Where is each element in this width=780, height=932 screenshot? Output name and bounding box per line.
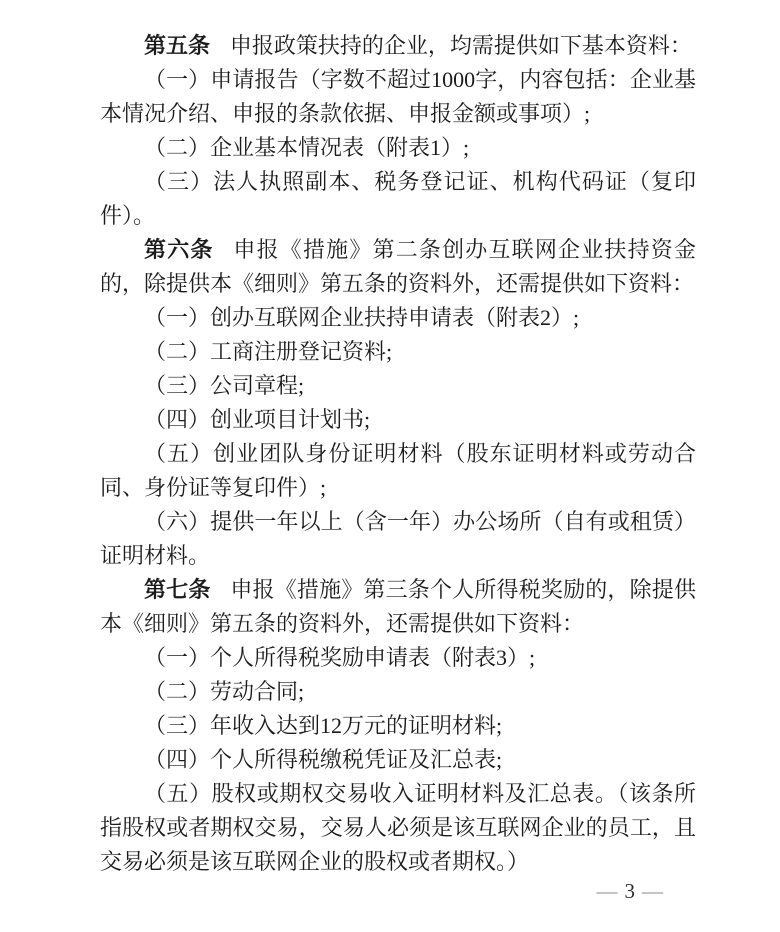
article-6-item-3 <box>100 369 696 403</box>
document-body <box>100 29 696 879</box>
paragraph-text: （五）股权或期权交易收入证明材料及汇总表。（该条所指股权或者期权交易，交易人必须是该互联网企业的员工，且交易必须是该互联网企业的股权或者期权。） <box>100 781 696 874</box>
article-5-item-3 <box>100 165 696 233</box>
article-7-item-4 <box>100 743 696 777</box>
article-number: 第五条 <box>144 33 211 58</box>
paragraph-text: （四）个人所得税缴税凭证及汇总表; <box>144 747 503 772</box>
article-number: 第六条 <box>144 237 214 262</box>
article-6-item-4 <box>100 403 696 437</box>
paragraph-text: （二）工商注册登记资料; <box>144 339 393 364</box>
paragraph-text: （六）提供一年以上（含一年）办公场所（自有或租赁）证明材料。 <box>100 509 696 568</box>
paragraph-text: （五）创业团队身份证明材料（股东证明材料或劳动合同、身份证等复印件）; <box>100 441 696 500</box>
paragraph-text: （三）公司章程; <box>144 373 305 398</box>
article-7-item-5 <box>100 777 696 879</box>
article-6-intro <box>100 233 696 301</box>
article-7-item-2 <box>100 675 696 709</box>
article-6-item-5 <box>100 437 696 505</box>
paragraph-text: （一）创办互联网企业扶持申请表（附表2）; <box>144 305 580 330</box>
paragraph-text: （二）企业基本情况表（附表1）; <box>144 135 470 160</box>
article-6-item-2 <box>100 335 696 369</box>
paragraph-text: 申报《措施》第二条创办互联网企业扶持资金的，除提供本《细则》第五条的资料外，还需提供如下资料： <box>100 237 696 296</box>
paragraph-text: （三）法人执照副本、税务登记证、机构代码证（复印件）。 <box>100 169 696 228</box>
article-number: 第七条 <box>144 577 211 602</box>
article-7-item-3 <box>100 709 696 743</box>
page-number-dash-right: — <box>642 879 663 903</box>
page-number-dash-left: — <box>596 879 618 903</box>
paragraph-text: （二）劳动合同; <box>144 679 305 704</box>
article-7-item-1 <box>100 641 696 675</box>
article-6-item-1 <box>100 301 696 335</box>
article-7-intro <box>100 573 696 641</box>
page-number-value: 3 <box>624 879 635 903</box>
paragraph-text: （一）个人所得税奖励申请表（附表3）; <box>144 645 536 670</box>
paragraph-text: （四）创业项目计划书; <box>144 407 371 432</box>
article-5-intro <box>100 29 696 63</box>
page-number <box>590 876 671 906</box>
paragraph-text: 申报政策扶持的企业，均需提供如下基本资料： <box>229 33 692 58</box>
article-5-item-1 <box>100 63 696 131</box>
article-5-item-2 <box>100 131 696 165</box>
paragraph-text: （三）年收入达到12万元的证明材料; <box>144 713 503 738</box>
paragraph-text: （一）申请报告（字数不超过1000字，内容包括：企业基本情况介绍、申报的条款依据、申报金额或事项）; <box>100 67 696 126</box>
article-6-item-6 <box>100 505 696 573</box>
paragraph-text: 申报《措施》第三条个人所得税奖励的，除提供本《细则》第五条的资料外，还需提供如下资料： <box>100 577 696 636</box>
